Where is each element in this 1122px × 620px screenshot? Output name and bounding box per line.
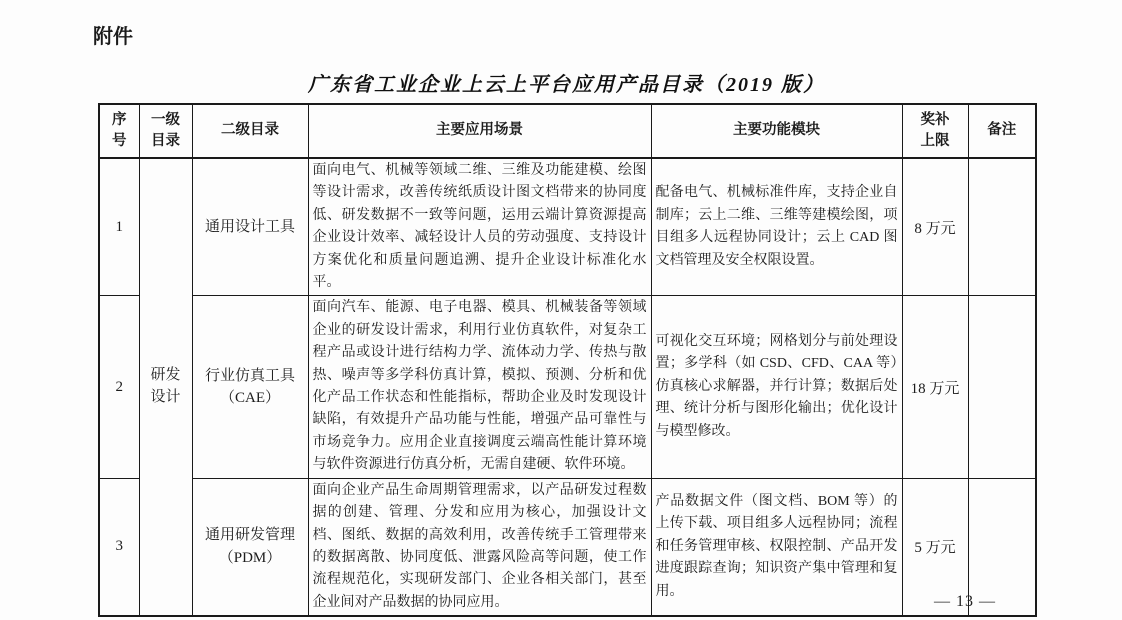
table-row <box>99 158 1036 296</box>
cell-level1-group: 研发设计 <box>139 158 192 616</box>
cell-level2: 通用设计工具 <box>192 158 308 296</box>
cell-reward: 18 万元 <box>902 296 968 478</box>
column-header-level1: 一级目录 <box>139 104 192 158</box>
column-header-scenario: 主要应用场景 <box>308 104 651 158</box>
attachment-label: 附件 <box>93 26 133 48</box>
cell-scenario: 面向企业产品生命周期管理需求，以产品研发过程数据的创建、管理、分发和应用为核心，加强设计文档、图纸、数据的高效利用，改善传统手工管理带来的数据离散、协同度低、泄露风险高等问题，使工作流程规范化，实现研发部门、企业各相关部门，甚至企业间对产品数据的协同应用。 <box>308 478 651 616</box>
page-number: — 13 — <box>934 593 996 610</box>
table-row <box>99 478 1036 616</box>
column-header-remark: 备注 <box>968 104 1036 158</box>
cell-index: 1 <box>99 158 139 296</box>
table-row <box>99 296 1036 478</box>
column-header-index: 序号 <box>99 104 139 158</box>
column-header-modules: 主要功能模块 <box>651 104 902 158</box>
cell-reward: 5 万元 <box>902 478 968 616</box>
cell-scenario: 面向汽车、能源、电子电器、模具、机械装备等领域企业的研发设计需求，利用行业仿真软件，对复杂工程产品或设计进行结构力学、流体动力学、传热与散热、噪声等多学科仿真计算，模拟、预测、分析和优化产品工作状态和性能指标，帮助企业及时发现设计缺陷，有效提升产品功能与性能，增强产品可靠性与市场竞争力。应用企业直接调度云端高性能计算环境与软件资源进行仿真分析，无需自建硬、软件环境。 <box>308 296 651 478</box>
cell-level2: 行业仿真工具 （CAE） <box>192 296 308 478</box>
table-header-row <box>99 104 1036 158</box>
cell-modules: 可视化交互环境；网格划分与前处理设置；多学科（如 CSD、CFD、CAA 等）仿真核心求解器，并行计算；数据后处理、统计分析与图形化输出；优化设计与模型修改。 <box>651 296 902 478</box>
cell-remark <box>968 296 1036 478</box>
cell-index: 3 <box>99 478 139 616</box>
cell-scenario: 面向电气、机械等领域二维、三维及功能建模、绘图等设计需求，改善传统纸质设计图文档带来的协同度低、研发数据不一致等问题，运用云端计算资源提高企业设计效率、减轻设计人员的劳动强度、支持设计方案优化和质量问题追溯、提升企业设计标准化水平。 <box>308 158 651 296</box>
column-header-level2: 二级目录 <box>192 104 308 158</box>
cell-remark <box>968 158 1036 296</box>
cell-modules: 产品数据文件（图文档、BOM 等）的上传下载、项目组多人远程协同；流程和任务管理审核、权限控制、产品开发进度跟踪查询；知识资产集中管理和复用。 <box>651 478 902 616</box>
cell-index: 2 <box>99 296 139 478</box>
cell-modules: 配备电气、机械标准件库，支持企业自制库；云上二维、三维等建模绘图，项目组多人远程协同设计；云上 CAD 图文档管理及安全权限设置。 <box>651 158 902 296</box>
product-catalog-table <box>98 103 1037 617</box>
column-header-reward: 奖补上限 <box>902 104 968 158</box>
cell-level2: 通用研发管理 （PDM） <box>192 478 308 616</box>
cell-reward: 8 万元 <box>902 158 968 296</box>
document-title: 广东省工业企业上云上平台应用产品目录（2019 版） <box>308 74 825 96</box>
